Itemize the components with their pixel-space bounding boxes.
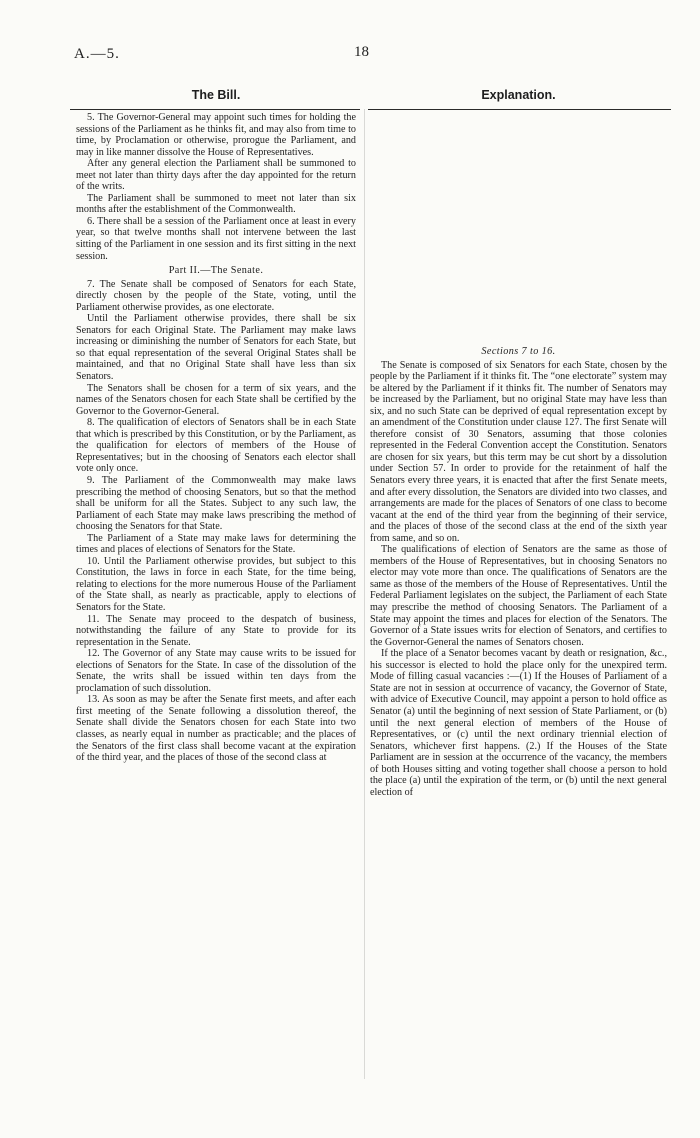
bill-paragraph: 7. The Senate shall be composed of Senators for each State, directly chosen by the people of the State, voting, until the Parliament otherwise provides, as one electorate. <box>76 278 356 313</box>
bill-paragraph: After any general election the Parliament shall be summoned to meet not later than thirty days after the day appointed for the return of the writs. <box>76 158 356 193</box>
bill-paragraph: 8. The qualification of electors of Senators shall be in each State that which is prescribed by this Constitution, or by the Parliament, as the qualification for electors of members of the House of Representatives; but in the choosing of Senators each elector shall vote only once. <box>76 417 356 475</box>
page-number: 18 <box>354 44 369 60</box>
document-reference: A.—5. <box>74 46 120 62</box>
right-heading-rule <box>368 109 671 110</box>
explanation-column-heading: Explanation. <box>481 88 556 102</box>
part-title: Part II.—The Senate. <box>168 265 264 277</box>
explanation-column <box>370 112 667 798</box>
bill-paragraph: 9. The Parliament of the Commonwealth may make laws prescribing the method of choosing Senators, but so that the method shall be uniform for all the States. Subject to any such law, the Parliament of each State may make laws prescribing the method of choosing the Senators for that State. <box>76 474 356 533</box>
bill-paragraph: 12. The Governor of any State may cause writs to be issued for elections of Senators for the State. In case of the dissolution of the Senate, the writs shall be issued within ten days from the proclamation of such dissolution. <box>76 648 356 694</box>
bill-paragraph: 11. The Senate may proceed to the despatch of business, notwithstanding the failure of any State to provide for its representation in the Senate. <box>76 613 356 648</box>
section-title: Sections 7 to 16. <box>481 346 556 357</box>
bill-paragraph: 5. The Governor-General may appoint such times for holding the sessions of the Parliament as he thinks fit, and may also from time to time, by Proclamation or otherwise, prorogue the Parliament, and may in like manner dissolve the House of Representatives. <box>76 112 356 158</box>
explanation-paragraph: If the place of a Senator becomes vacant by death or resignation, &c., his successor is elected to hold the place only for the unexpired term. Mode of filling casual vacancies :—(1) If the Houses of Parliament of a State are not in session at occurrence of vacancy, the Governor of State, with advice of Executive Council, may appoint a person to hold office as Senator (a) until the beginning of next session of State Parliament, or (b) until the next general election of members of the House of Representatives, or (c) until the next ordinary triennial election of Senators, whichever first happens. (2.) If the Houses of the State Parliament are in session at the occurrence of the vacancy, the members of both Houses sitting and voting together shall choose a person to hold the place (a) until the expiration of the term, or (b) until the next general election of <box>370 648 667 798</box>
bill-paragraph: 13. As soon as may be after the Senate first meets, and after each first meeting of the Senate following a dissolution thereof, the Senate shall divide the Senators chosen for each State into two classes, as nearly equal in number as practicable; and the places of the Senators of the first class shall become vacant at the expiration of the third year, and the places of those of the second class at <box>76 694 356 764</box>
bill-paragraph: The Parliament shall be summoned to meet not later than six months after the establishment of the Commonwealth. <box>76 192 356 216</box>
bill-paragraph: The Parliament of a State may make laws for determining the times and places of elections of Senators for the State. <box>76 532 356 556</box>
bill-paragraph: 6. There shall be a session of the Parliament once at least in every year, so that twelve months shall not intervene between the last sitting of the Parliament in one session and its first sitting in the next session. <box>76 215 356 262</box>
bill-column <box>76 112 356 764</box>
left-heading-rule <box>70 109 360 110</box>
explanation-paragraph: The Senate is composed of six Senators for each State, chosen by the people by the Parliament if it thinks fit. The “one electorate” system may be altered by the Parliament if it thinks fit. The number of Senators may be increased by the Parliament, but no original State may have less than six, and no such State can be deprived of equal representation except by an amendment of the Constitution under clause 127. The first Senate will therefore consist of 30 Senators, assuming that those colonies represented in the Federal Convention accept the Constitution. Senators are chosen for six years, but this term may be cut short by a dissolution under Section 57. In order to provide for the retainment of half the Senators every three years, it is enacted that after the first Senate meets, and after every dissolution, the Senators are divided into two classes, and arrangements are made for the places of Senators of one class to become vacant at the end of the third year from the beginning of their service, and the places of those of the second class at the end of the sixth year from same, and so on. <box>370 359 667 544</box>
bill-column-heading: The Bill. <box>191 88 241 102</box>
explanation-blank-area <box>370 112 667 343</box>
column-separator <box>364 109 365 1079</box>
bill-paragraph: The Senators shall be chosen for a term of six years, and the names of the Senators chosen for each State shall be certified by the Governor to the Governor-General. <box>76 382 356 417</box>
explanation-paragraph: The qualifications of election of Senators are the same as those of members of the House of Representatives, but in choosing Senators no elector may vote more than once. The qualifications of Senators are the same as those of the members of the House of Representatives. Until the Federal Parliament legislates on the subject, the Parliament of each State may prescribe the method of choosing Senators. The Parliament of a State may appoint the times and places for election of the Senators. The Governor of a State issues writs for election of Senators, and certifies to the Governor-General the names of Senators chosen. <box>370 544 667 648</box>
bill-paragraph: 10. Until the Parliament otherwise provides, but subject to this Constitution, the laws in force in each State, for the time being, relating to elections for the more numerous House of the Parliament of the State shall, as nearly as practicable, apply to elections of Senators for the State. <box>76 555 356 613</box>
bill-paragraph: Until the Parliament otherwise provides, there shall be six Senators for each Original State. The Parliament may make laws increasing or diminishing the number of Senators for each State, but so that equal representation of the several Original States shall be maintained, and that no Original State shall have less than six Senators. <box>76 313 356 383</box>
